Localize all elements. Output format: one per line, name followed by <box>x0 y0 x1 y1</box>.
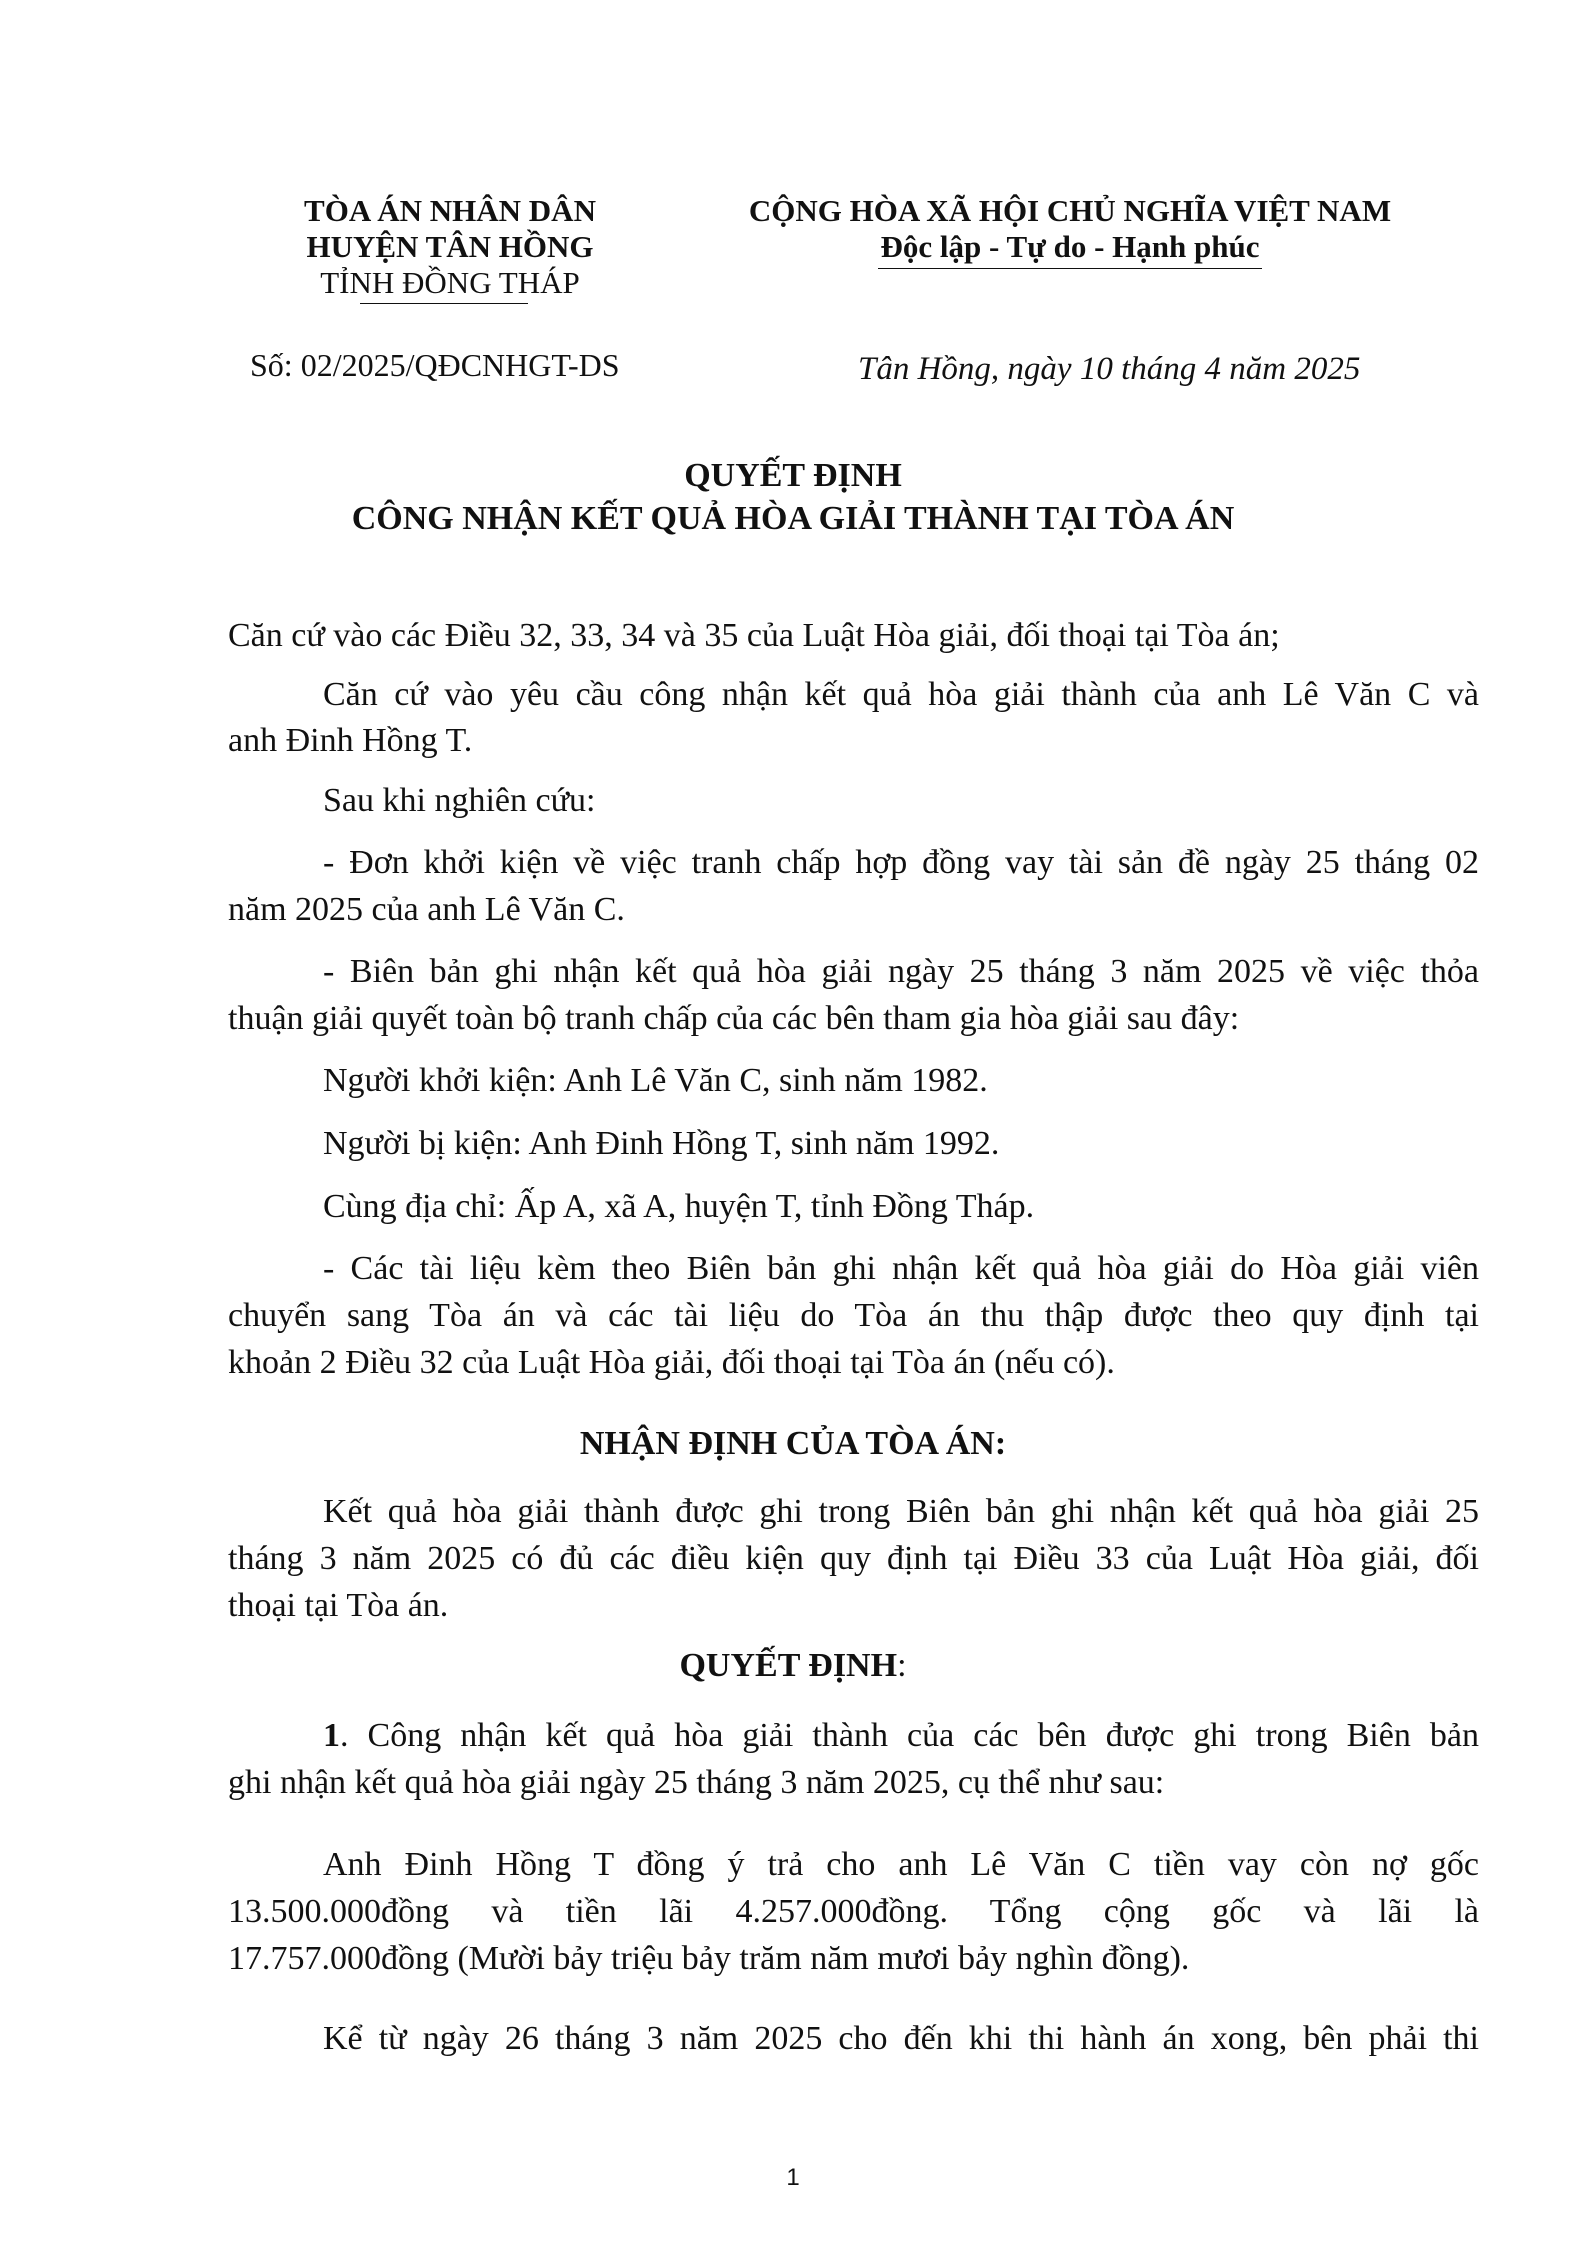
page-number: 1 <box>786 2164 800 2191</box>
court-name-line2: HUYỆN TÂN HỒNG <box>306 229 594 264</box>
payment-line-1: Anh Đinh Hồng T đồng ý trả cho anh Lê Văn C tiền vay còn nợ gốc <box>323 1846 1479 1883</box>
decision-item-1-text: . Công nhận kết quả hòa giải thành của các bên được ghi trong Biên bản <box>340 1717 1479 1754</box>
plaintiff-info: Người khởi kiện: Anh Lê Văn C, sinh năm 1982. <box>323 1062 988 1099</box>
document-subtitle: CÔNG NHẬN KẾT QUẢ HÒA GIẢI THÀNH TẠI TÒA ÁN <box>351 500 1235 537</box>
basis-paragraph-9-line-3: khoản 2 Điều 32 của Luật Hòa giải, đối thoại tại Tòa án (nếu có). <box>228 1344 1115 1381</box>
assessment-heading: NHẬN ĐỊNH CỦA TÒA ÁN: <box>579 1425 1007 1462</box>
motto-underline <box>878 268 1262 269</box>
assessment-line-2: tháng 3 năm 2025 có đủ các điều kiện quy định tại Điều 33 của Luật Hòa giải, đối <box>228 1540 1479 1577</box>
assessment-line-1: Kết quả hòa giải thành được ghi trong Biên bản ghi nhận kết quả hòa giải 25 <box>323 1493 1479 1530</box>
decision-heading-colon: : <box>897 1647 907 1684</box>
nation-motto: Độc lập - Tự do - Hạnh phúc <box>880 229 1260 264</box>
shared-address: Cùng địa chỉ: Ấp A, xã A, huyện T, tỉnh Đồng Tháp. <box>323 1188 1035 1225</box>
interest-line-1: Kể từ ngày 26 tháng 3 năm 2025 cho đến khi thi hành án xong, bên phải thi <box>323 2020 1479 2057</box>
decision-item-1-line-1 <box>323 1717 1479 1755</box>
basis-paragraph-2-line-2: anh Đinh Hồng T. <box>228 722 473 759</box>
decision-item-1-number: 1 <box>323 1717 340 1754</box>
basis-paragraph-1: Căn cứ vào các Điều 32, 33, 34 và 35 của Luật Hòa giải, đối thoại tại Tòa án; <box>228 617 1280 654</box>
decision-heading <box>0 1647 1586 1685</box>
basis-paragraph-4-line-1: - Đơn khởi kiện về việc tranh chấp hợp đồng vay tài sản đề ngày 25 tháng 02 <box>323 844 1479 881</box>
basis-paragraph-5-line-2: thuận giải quyết toàn bộ tranh chấp của các bên tham gia hòa giải sau đây: <box>228 1000 1240 1037</box>
court-underline <box>360 303 528 304</box>
assessment-line-3: thoại tại Tòa án. <box>228 1587 449 1624</box>
basis-paragraph-9-line-1: - Các tài liệu kèm theo Biên bản ghi nhận kết quả hòa giải do Hòa giải viên <box>323 1250 1479 1287</box>
payment-line-2: 13.500.000đồng và tiền lãi 4.257.000đồng. Tổng cộng gốc và lãi là <box>228 1893 1479 1930</box>
basis-paragraph-4-line-2: năm 2025 của anh Lê Văn C. <box>228 891 625 928</box>
payment-line-3: 17.757.000đồng (Mười bảy triệu bảy trăm năm mươi bảy nghìn đồng). <box>228 1940 1190 1977</box>
basis-paragraph-9-line-2: chuyển sang Tòa án và các tài liệu do Tòa án thu thập được theo quy định tại <box>228 1297 1479 1334</box>
decision-heading-text: QUYẾT ĐỊNH <box>679 1647 898 1684</box>
place-and-date: Tân Hồng, ngày 10 tháng 4 năm 2025 <box>858 351 1361 387</box>
basis-paragraph-2-line-1: Căn cứ vào yêu cầu công nhận kết quả hòa giải thành của anh Lê Văn C và <box>323 676 1479 713</box>
defendant-info: Người bị kiện: Anh Đinh Hồng T, sinh năm 1992. <box>323 1125 1000 1162</box>
decision-item-1-line-2: ghi nhận kết quả hòa giải ngày 25 tháng 3 năm 2025, cụ thể như sau: <box>228 1764 1165 1801</box>
document-number: Số: 02/2025/QĐCNHGT-DS <box>250 347 620 383</box>
court-name-line1: TÒA ÁN NHÂN DÂN <box>304 193 596 228</box>
court-province: TỈNH ĐỒNG THÁP <box>320 265 580 300</box>
basis-paragraph-5-line-1: - Biên bản ghi nhận kết quả hòa giải ngày 25 tháng 3 năm 2025 về việc thỏa <box>323 953 1479 990</box>
nation-name: CỘNG HÒA XÃ HỘI CHỦ NGHĨA VIỆT NAM <box>748 193 1392 228</box>
document-title: QUYẾT ĐỊNH <box>684 457 902 494</box>
basis-paragraph-3: Sau khi nghiên cứu: <box>323 782 596 819</box>
